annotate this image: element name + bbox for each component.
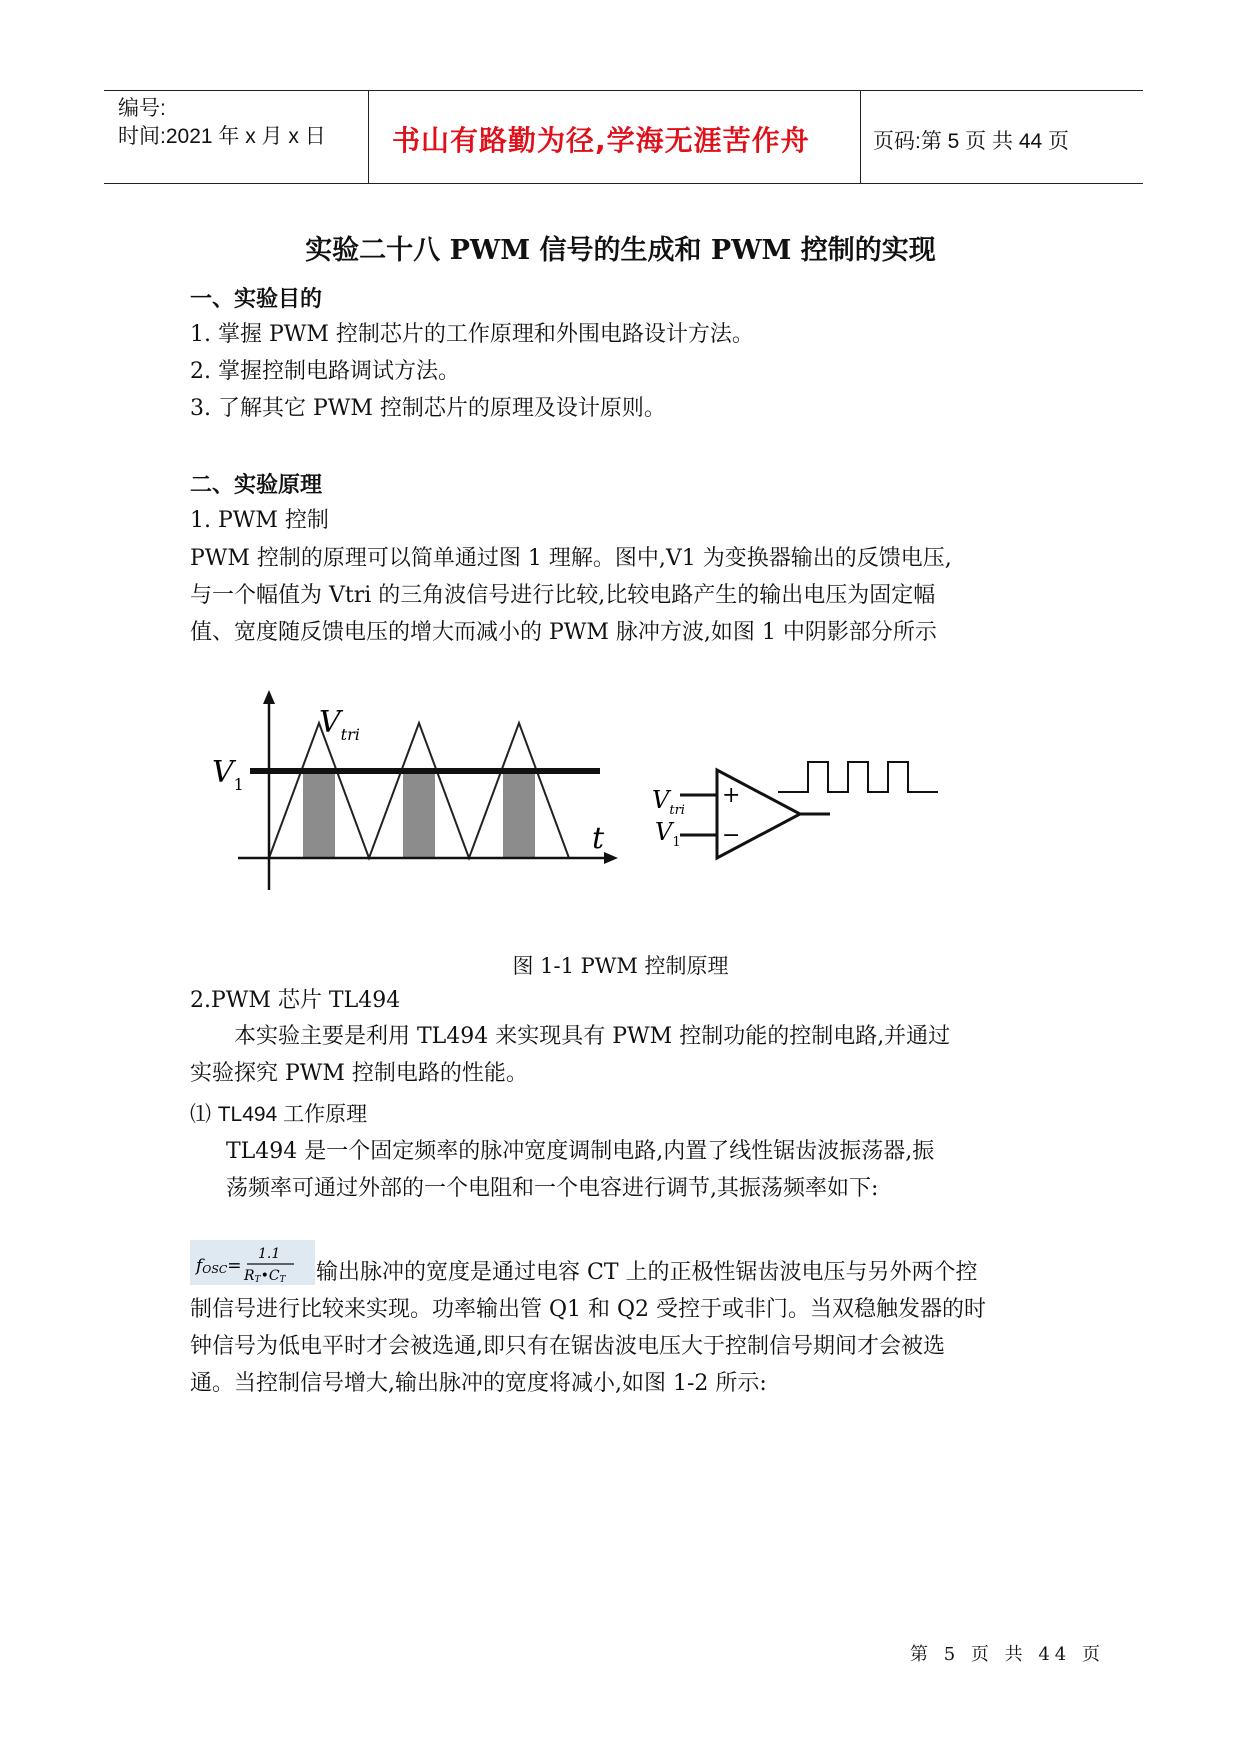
label-vtri: $V_{tri}$ xyxy=(319,705,360,744)
subsection-tl494-principle xyxy=(190,1096,367,1133)
paragraph-line: 荡频率可通过外部的一个电阻和一个电容进行调节,其振荡频率如下: xyxy=(226,1176,879,1201)
header-top-rule xyxy=(104,90,1143,91)
comparator-label-v1: $V_1$ xyxy=(655,818,681,850)
y-axis-arrow xyxy=(263,690,275,704)
header-time-label: 时间:2021 年 x 月 x 日 xyxy=(118,125,326,148)
header-divider-right xyxy=(860,90,861,184)
comparator-minus: − xyxy=(722,823,741,848)
section1-list xyxy=(190,316,754,427)
svg-text:fOSC=: fOSC= xyxy=(196,1256,242,1276)
paragraph-line: 钟信号为低电平时才会被选通,即只有在锯齿波电压大于控制信号期间才会被选 xyxy=(190,1334,945,1359)
list-item: 1. 掌握 PWM 控制芯片的工作原理和外围电路设计方法。 xyxy=(190,322,754,347)
label-t: t xyxy=(592,821,605,856)
paragraph-line: 输出脉冲的宽度是通过电容 CT 上的正极性锯齿波电压与另外两个控 xyxy=(316,1260,978,1285)
header-bottom-rule xyxy=(104,183,1143,184)
list-item: 3. 了解其它 PWM 控制芯片的原理及设计原则。 xyxy=(190,396,666,421)
svg-text:RT•CT: RT•CT xyxy=(244,1268,286,1285)
paragraph-line: 值、宽度随反馈电压的增大而减小的 PWM 脉冲方波,如图 1 中阴影部分所示 xyxy=(190,620,937,645)
comparator-plus: + xyxy=(722,783,741,808)
paragraph-line: 与一个幅值为 Vtri 的三角波信号进行比较,比较电路产生的输出电压为固定幅 xyxy=(190,583,936,608)
pulse-shade-3 xyxy=(503,771,535,858)
list-item: 2. 掌握控制电路调试方法。 xyxy=(190,359,460,384)
paragraph-tl494-intro xyxy=(190,1018,950,1092)
header-divider-left xyxy=(368,90,369,184)
paragraph-line: 通。当控制信号增大,输出脉冲的宽度将减小,如图 1-2 所示: xyxy=(190,1371,767,1396)
x-axis-arrow xyxy=(604,852,618,864)
output-pulse-train xyxy=(778,762,938,792)
section2-heading: 二、实验原理 xyxy=(190,473,323,498)
paragraph-pwm-principle xyxy=(190,540,952,651)
paragraph-line: 本实验主要是利用 TL494 来实现具有 PWM 控制功能的控制电路,并通过 xyxy=(234,1024,951,1049)
paragraph-line: 实验探究 PWM 控制电路的性能。 xyxy=(190,1061,528,1086)
header-number-label: 编号: xyxy=(118,97,166,120)
paragraph-output-pulse xyxy=(190,1254,986,1402)
subsection-pwm-control: 1. PWM 控制 xyxy=(190,508,329,533)
subsection-tl494: 2.PWM 芯片 TL494 xyxy=(190,988,401,1013)
paragraph-line: PWM 控制的原理可以简单通过图 1 理解。图中,V1 为变换器输出的反馈电压, xyxy=(190,546,952,571)
comparator-label-vtri: $V_{tri}$ xyxy=(652,786,685,818)
figure-pwm-principle xyxy=(200,690,940,910)
paragraph-line: TL494 是一个固定频率的脉冲宽度调制电路,内置了线性锯齿波振荡器,振 xyxy=(226,1139,935,1164)
paragraph-line: 制信号进行比较来实现。功率输出管 Q1 和 Q2 受控于或非门。当双稳触发器的时 xyxy=(190,1297,987,1322)
subsection-title: TL494 工作原理 xyxy=(217,1103,368,1126)
subsection-number: ⑴ xyxy=(190,1102,211,1126)
pulse-shade-1 xyxy=(303,771,335,858)
page-footer: 第 5 页 共 44 页 xyxy=(910,1644,1105,1665)
svg-text:1.1: 1.1 xyxy=(258,1246,281,1262)
paragraph-tl494-oscillator xyxy=(226,1133,934,1207)
header-page-label: 页码:第 5 页 共 44 页 xyxy=(873,130,1070,153)
label-v1: $V_1$ xyxy=(212,755,244,794)
figure-caption: 图 1-1 PWM 控制原理 xyxy=(512,954,729,978)
section1-heading: 一、实验目的 xyxy=(190,287,323,312)
header-motto: 书山有路勤为径,学海无涯苦作舟 xyxy=(392,124,810,157)
pulse-shade-2 xyxy=(403,771,435,858)
page-title: 实验二十八 PWM 信号的生成和 PWM 控制的实现 xyxy=(305,235,936,266)
